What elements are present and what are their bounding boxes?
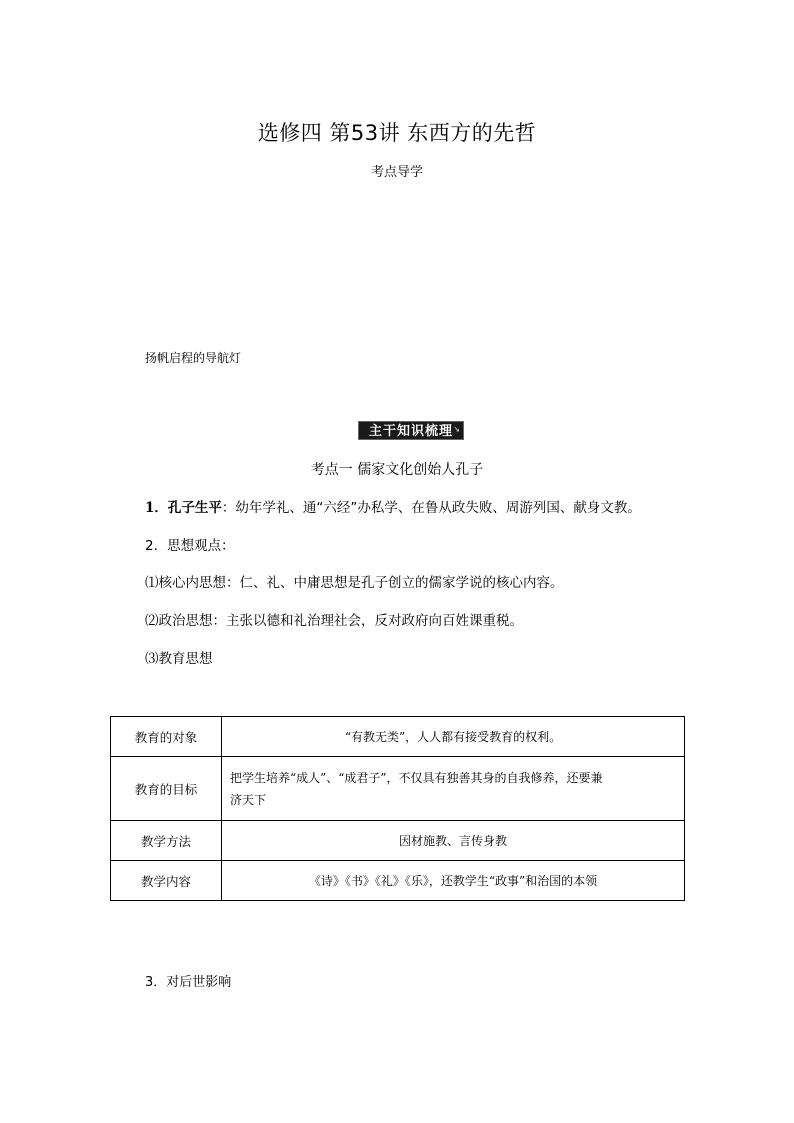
badge-label: 主干知识梳理: [368, 424, 453, 439]
section-title: 考点一 儒家文化创始人孔子: [310, 462, 484, 478]
paragraph-text: ：幼年学礼、通“六经”办私学、在鲁从政失败、周游列国、献身文教。: [221, 500, 641, 516]
table-row-value: 《诗》《书》《礼》《乐》，还教学生“政事”和治国的本领: [222, 861, 685, 901]
paragraph-thought-heading: 2．思想观点：: [145, 538, 235, 554]
page-title: 选修四 第53讲 东西方的先哲: [257, 121, 537, 145]
table-row-value-line: 济天下: [230, 792, 267, 807]
table-row-value: “有教无类”，人人都有接受教育的权利。: [222, 717, 685, 757]
table-row-value-line: 把学生培养“成人”、“成君子”，不仅具有独善其身的自我修养，还要兼: [230, 770, 603, 785]
table-row-label: 教育的目标: [111, 757, 222, 821]
table-row-label: 教学内容: [111, 861, 222, 901]
table-row: [111, 717, 685, 757]
table-row-value: 因材施教、言传身教: [222, 821, 685, 861]
table-row: [111, 757, 685, 821]
table-row-value: [222, 757, 685, 821]
badge-arrow-icon: ↘: [453, 425, 461, 434]
paragraph-political-thought: ⑵政治思想：主张以德和礼治理社会，反对政府向百姓课重税。: [145, 613, 523, 629]
education-table: [110, 716, 685, 901]
page-subtitle: 考点导学: [370, 165, 423, 180]
paragraph-education-thought: ⑶教育思想: [145, 651, 213, 667]
table-row: [111, 821, 685, 861]
table-row-label: 教育的对象: [111, 717, 222, 757]
paragraph-label: 1．孔子生平: [145, 500, 222, 516]
paragraph-influence-heading: 3．对后世影响: [145, 975, 232, 990]
section-badge: [358, 421, 464, 440]
table-row: [111, 861, 685, 901]
paragraph-core-thought: ⑴核心内思想：仁、礼、中庸思想是孔子创立的儒家学说的核心内容。: [145, 575, 564, 591]
table-row-label: 教学方法: [111, 821, 222, 861]
nav-label: 扬帆启程的导航灯: [145, 351, 242, 365]
paragraph-confucius-life: [145, 496, 641, 516]
